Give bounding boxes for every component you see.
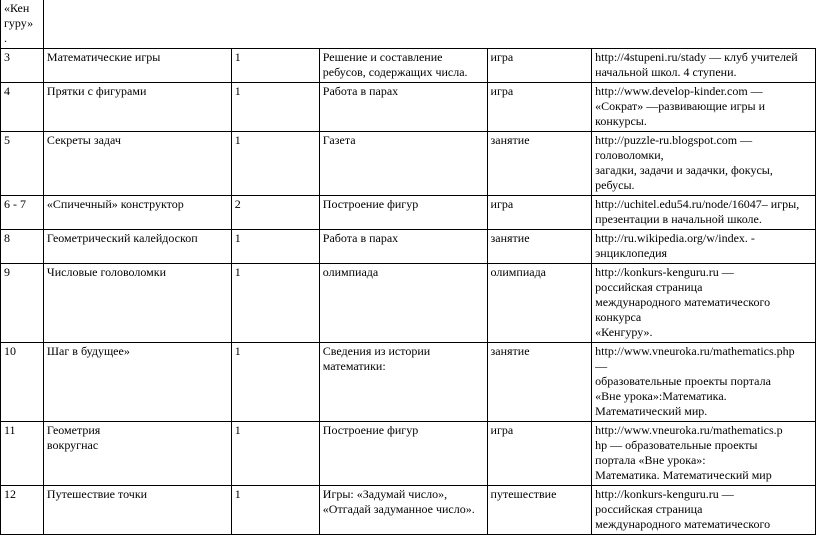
form-cell: игра [487, 83, 592, 132]
activity-line: Игры: «Задумай число», [322, 487, 448, 501]
topic-line: Геометрический калейдоскоп [46, 231, 198, 245]
form-cell: игра [487, 196, 592, 230]
resource-line: российская страница [595, 280, 703, 294]
activity-cell [319, 486, 487, 535]
blank-cell [319, 0, 487, 49]
table-row [1, 132, 816, 196]
fragment-line: . [4, 31, 7, 45]
activity-cell [319, 49, 487, 83]
topic-line: «Спичечный» конструктор [46, 197, 184, 211]
resource-line: загадки, задачи и задачки, фокусы, [595, 163, 773, 177]
activity-cell [319, 196, 487, 230]
blank-cell [487, 0, 592, 49]
resource-cell [592, 422, 816, 486]
topic-cell [43, 83, 231, 132]
table-row [1, 486, 816, 535]
resource-cell [592, 49, 816, 83]
fragment-line: «Кен [4, 1, 30, 15]
resource-cell [592, 343, 816, 422]
activity-line: Построение фигур [322, 197, 419, 211]
resource-line: http://ru.wikipedia.org/w/index. - [595, 231, 755, 245]
activity-line: «Отгадай задуманное число». [322, 502, 475, 516]
activity-line: Газета [322, 133, 356, 147]
resource-line: http://konkurs-kenguru.ru — [595, 487, 734, 501]
topic-line: Путешествие точки [46, 487, 148, 501]
topic-line: Шаг в будущее» [46, 344, 130, 358]
lesson-number-cell: 11 [1, 422, 44, 486]
activity-line: олимпиада [322, 265, 379, 279]
topic-line: Прятки с фигурами [46, 84, 147, 98]
resource-line: Математический мир. [595, 404, 708, 418]
activity-line: Работа в парах [322, 231, 399, 245]
form-cell: путешествие [487, 486, 592, 535]
lesson-number-cell: 5 [1, 132, 44, 196]
activity-cell [319, 132, 487, 196]
blank-cell [592, 0, 816, 49]
resource-line: «Кенгуру». [595, 325, 653, 339]
resource-line: конкурса [595, 310, 642, 324]
resource-cell [592, 230, 816, 264]
lesson-number-cell: 10 [1, 343, 44, 422]
topic-line: вокругнас [46, 438, 99, 452]
fragment-cell [1, 0, 44, 49]
topic-cell [43, 264, 231, 343]
lesson-number-cell: 12 [1, 486, 44, 535]
resource-line: презентации в начальной школе. [595, 212, 762, 226]
resource-line: международного математического [595, 295, 771, 309]
lesson-number-cell: 3 [1, 49, 44, 83]
lesson-number-cell: 9 [1, 264, 44, 343]
resource-line: начальной школ. 4 ступени. [595, 65, 737, 79]
hours-cell: 1 [231, 422, 319, 486]
resource-cell [592, 486, 816, 535]
topic-cell [43, 486, 231, 535]
resource-line: образовательные проекты портала [595, 374, 771, 388]
resource-line: энциклопедия [595, 246, 668, 260]
activity-cell [319, 230, 487, 264]
resource-line: конкурсы. [595, 114, 647, 128]
resource-line: hp — образовательные проекты [595, 438, 758, 452]
blank-cell [43, 0, 231, 49]
topic-cell [43, 132, 231, 196]
hours-cell: 1 [231, 486, 319, 535]
topic-line: Математические игры [46, 50, 161, 64]
hours-cell: 1 [231, 83, 319, 132]
resource-line: Математика. Математический мир [595, 468, 772, 482]
resource-line: http://uchitel.edu54.ru/node/16047– игры, [595, 197, 800, 211]
hours-cell: 1 [231, 343, 319, 422]
table-row-fragment [1, 0, 816, 49]
lesson-number-cell: 6 - 7 [1, 196, 44, 230]
hours-cell: 1 [231, 49, 319, 83]
activity-cell [319, 83, 487, 132]
topic-cell [43, 196, 231, 230]
resource-cell [592, 132, 816, 196]
hours-cell: 1 [231, 264, 319, 343]
topic-cell [43, 422, 231, 486]
resource-line: http://konkurs-kenguru.ru — [595, 265, 734, 279]
hours-cell: 2 [231, 196, 319, 230]
topic-line: Геометрия [46, 423, 101, 437]
resource-line: http://4stupeni.ru/stady — клуб учителей [595, 50, 798, 64]
resource-line: ребусы. [595, 178, 635, 192]
table-row [1, 264, 816, 343]
resource-line: российская страница [595, 502, 703, 516]
resource-line: «Вне урока»:Математика. [595, 389, 727, 403]
resource-line: http://puzzle-ru.blogspot.com — [595, 133, 753, 147]
table-row [1, 343, 816, 422]
activity-line: Сведения из истории [322, 344, 431, 358]
topic-line: Числовые головоломки [46, 265, 166, 279]
resource-cell [592, 196, 816, 230]
form-cell: занятие [487, 343, 592, 422]
activity-line: Построение фигур [322, 423, 419, 437]
resource-line: «Сократ» —развивающие игры и [595, 99, 766, 113]
lesson-number-cell: 8 [1, 230, 44, 264]
resource-line: международного математического [595, 517, 771, 531]
activity-line: математики: [322, 359, 386, 373]
resource-line: головоломки, [595, 148, 664, 162]
activity-line: Решение и составление [322, 50, 443, 64]
form-cell: занятие [487, 132, 592, 196]
resource-cell [592, 264, 816, 343]
table-row [1, 230, 816, 264]
resource-line: — [595, 359, 608, 373]
form-cell: олимпиада [487, 264, 592, 343]
table-row [1, 83, 816, 132]
table-row [1, 49, 816, 83]
resource-line: http://www.develop-kinder.com — [595, 84, 763, 98]
activity-line: Работа в парах [322, 84, 399, 98]
table-row [1, 422, 816, 486]
hours-cell: 1 [231, 132, 319, 196]
topic-cell [43, 230, 231, 264]
form-cell: занятие [487, 230, 592, 264]
activity-cell [319, 343, 487, 422]
fragment-line: гуру» [4, 16, 34, 30]
resource-line: http://www.vneuroka.ru/mathematics.php [595, 344, 795, 358]
hours-cell: 1 [231, 230, 319, 264]
blank-cell [231, 0, 319, 49]
topic-cell [43, 49, 231, 83]
form-cell: игра [487, 422, 592, 486]
table-body [1, 0, 816, 535]
topic-cell [43, 343, 231, 422]
resource-line: портала «Вне урока»: [595, 453, 706, 467]
resource-cell [592, 83, 816, 132]
activity-cell [319, 264, 487, 343]
activity-line: ребусов, содержащих числа. [322, 65, 468, 79]
topic-line: Секреты задач [46, 133, 121, 147]
lesson-number-cell: 4 [1, 83, 44, 132]
resource-line: http://www.vneuroka.ru/mathematics.p [595, 423, 783, 437]
activity-cell [319, 422, 487, 486]
form-cell: игра [487, 49, 592, 83]
table-row [1, 196, 816, 230]
